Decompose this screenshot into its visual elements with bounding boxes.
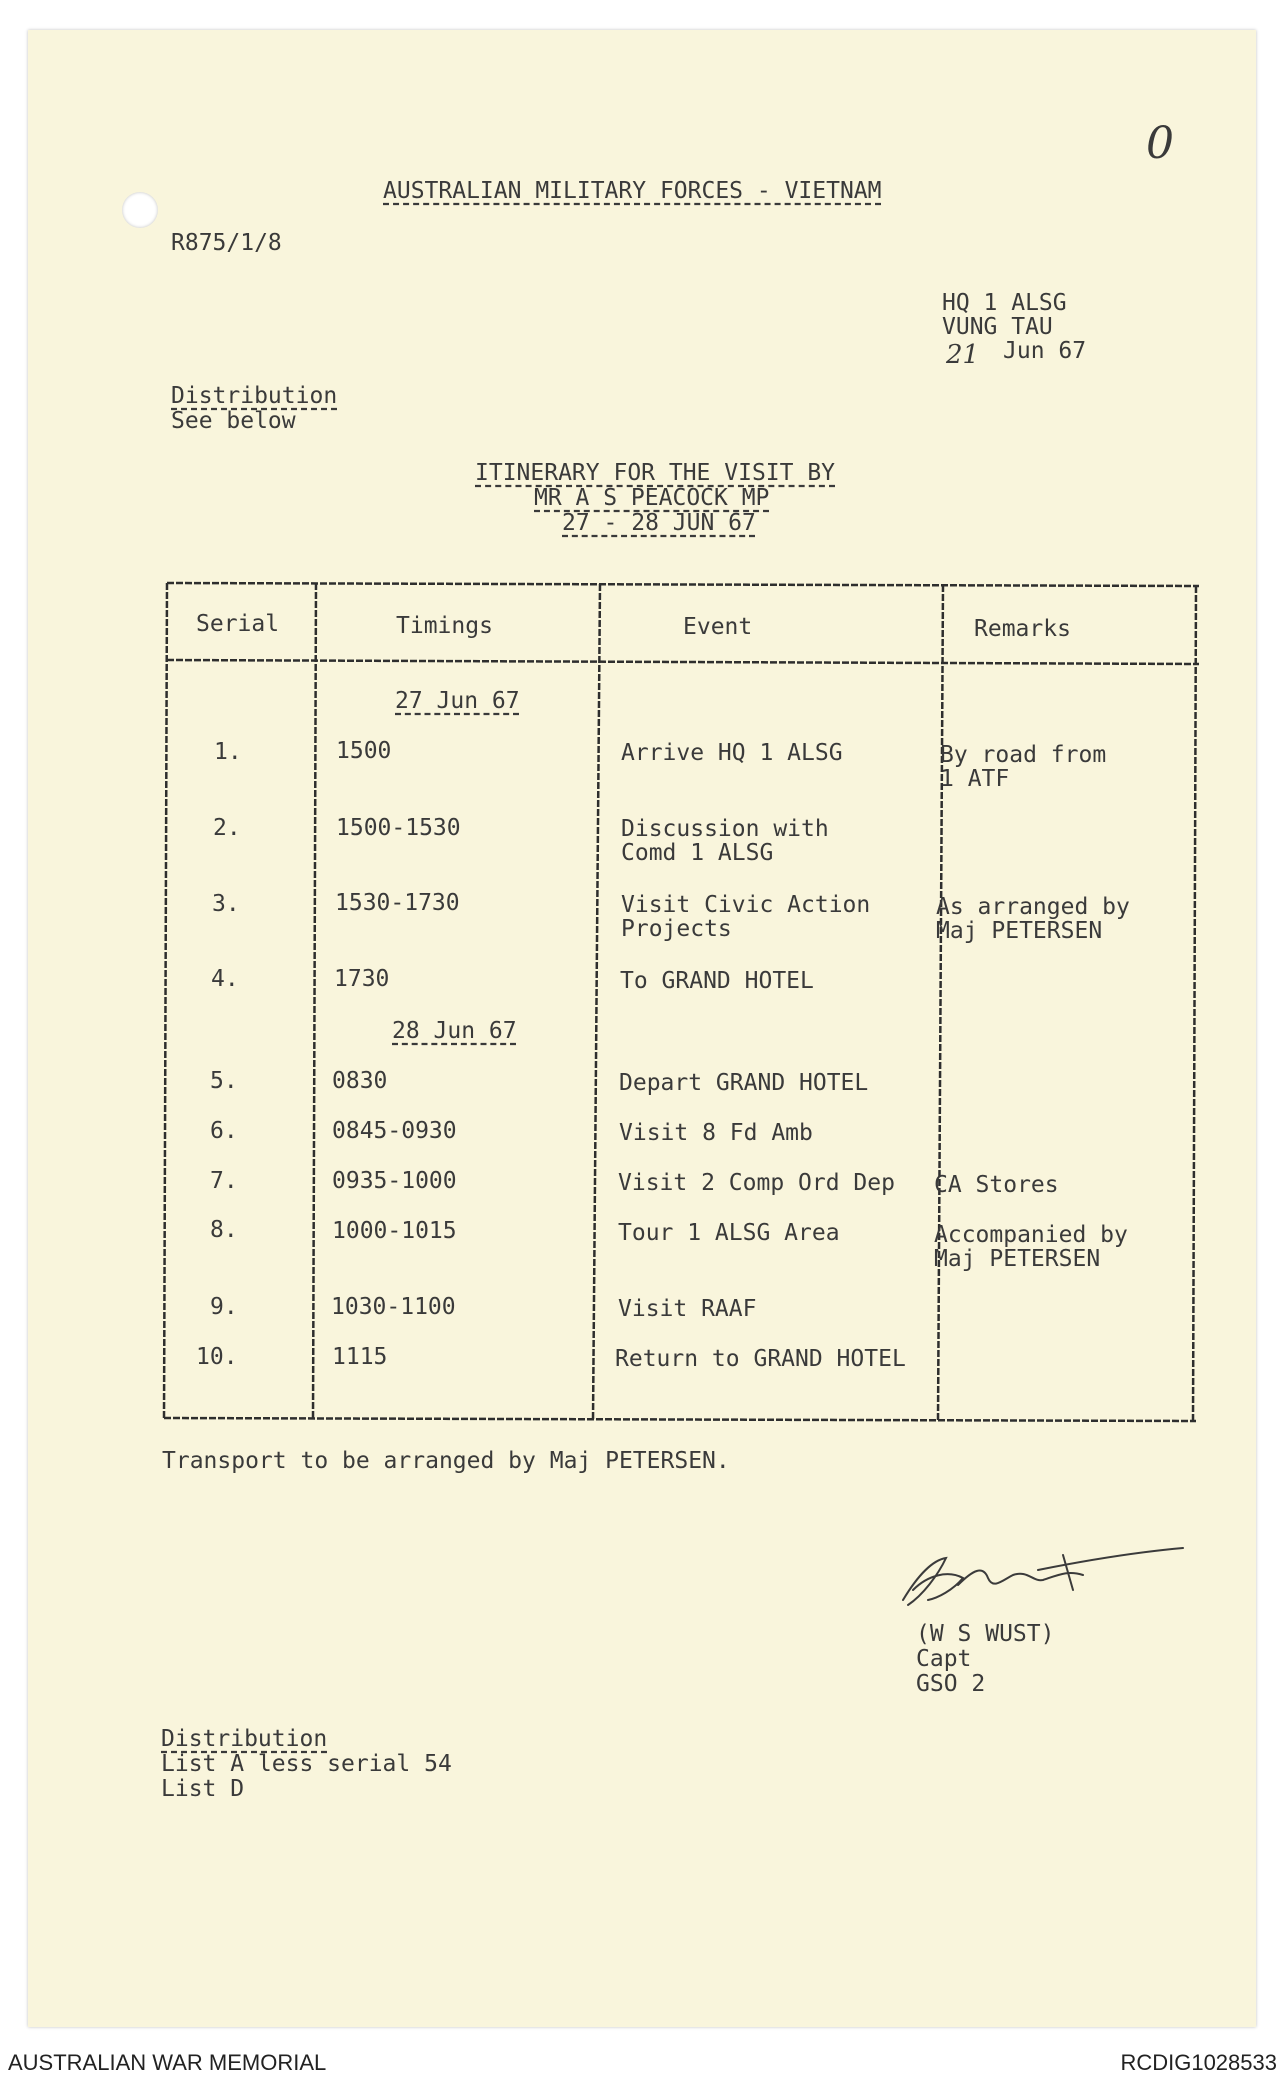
col-header-event: Event: [683, 614, 753, 640]
signatory-appointment: GSO 2: [916, 1671, 986, 1697]
row-2-event-1: Discussion with: [621, 816, 829, 842]
unit-line-2: VUNG TAU: [942, 314, 1053, 340]
row-3-remarks-2: Maj PETERSEN: [936, 918, 1103, 944]
row-10-event: Return to GRAND HOTEL: [615, 1346, 906, 1372]
row-10-timing: 1115: [332, 1344, 388, 1370]
unit-line-1: HQ 1 ALSG: [942, 290, 1067, 316]
row-7-remarks: CA Stores: [934, 1172, 1059, 1198]
row-4-event: To GRAND HOTEL: [620, 968, 814, 994]
row-5-timing: 0830: [332, 1068, 388, 1094]
subject-line-1: ITINERARY FOR THE VISIT BY: [475, 460, 836, 486]
row-8-remarks-1: Accompanied by: [934, 1222, 1128, 1248]
row-7-timing: 0935-1000: [332, 1168, 457, 1194]
row-9-timing: 1030-1100: [331, 1294, 456, 1320]
day-1-heading: 27 Jun 67: [395, 688, 520, 714]
row-2-event-2: Comd 1 ALSG: [621, 840, 774, 866]
row-1-event: Arrive HQ 1 ALSG: [621, 740, 843, 766]
row-9-serial: 9.: [210, 1294, 238, 1320]
col-header-remarks: Remarks: [974, 616, 1071, 642]
footer-id: RCDIG1028533: [1120, 2050, 1277, 2075]
row-7-serial: 7.: [210, 1168, 238, 1194]
row-9-event: Visit RAAF: [618, 1296, 757, 1322]
transport-note: Transport to be arranged by Maj PETERSEN.: [162, 1448, 730, 1474]
document-sheet: [28, 30, 1256, 2027]
row-6-serial: 6.: [210, 1118, 238, 1144]
row-3-serial: 3.: [212, 891, 240, 917]
date-day: 21: [946, 340, 980, 370]
signatory-name: (W S WUST): [916, 1621, 1055, 1647]
row-1-remarks-1: By road from: [940, 742, 1107, 768]
col-header-serial: Serial: [196, 611, 280, 637]
row-8-event: Tour 1 ALSG Area: [618, 1220, 840, 1246]
row-8-serial: 8.: [210, 1217, 238, 1243]
distribution-bottom-line-1: List A less serial 54: [161, 1751, 452, 1777]
subject-line-2: MR A S PEACOCK MP: [534, 485, 770, 511]
page-mark: 0: [1146, 118, 1174, 169]
row-7-event: Visit 2 Comp Ord Dep: [618, 1170, 895, 1196]
row-3-timing: 1530-1730: [335, 890, 460, 916]
day-2-heading: 28 Jun 67: [392, 1018, 517, 1044]
row-8-timing: 1000-1015: [332, 1218, 457, 1244]
row-6-event: Visit 8 Fd Amb: [619, 1120, 813, 1146]
row-6-timing: 0845-0930: [332, 1118, 457, 1144]
col-header-timings: Timings: [396, 613, 493, 639]
row-3-event-1: Visit Civic Action: [621, 892, 871, 918]
row-1-remarks-2: 1 ATF: [940, 766, 1010, 792]
distribution-bottom-line-2: List D: [161, 1776, 245, 1802]
row-2-serial: 2.: [213, 815, 241, 841]
date-rest: Jun 67: [1003, 338, 1087, 364]
row-1-timing: 1500: [336, 738, 392, 764]
row-5-serial: 5.: [210, 1068, 238, 1094]
row-1-serial: 1.: [214, 739, 242, 765]
row-5-event: Depart GRAND HOTEL: [619, 1070, 869, 1096]
distribution-top-note: See below: [171, 408, 296, 434]
footer-source: AUSTRALIAN WAR MEMORIAL: [8, 2050, 327, 2075]
subject-line-3: 27 - 28 JUN 67: [562, 510, 756, 536]
signatory-rank: Capt: [916, 1646, 972, 1672]
row-3-event-2: Projects: [621, 916, 732, 942]
distribution-bottom-heading: Distribution: [161, 1726, 328, 1752]
row-8-remarks-2: Maj PETERSEN: [934, 1246, 1101, 1272]
file-reference: R875/1/8: [171, 230, 282, 256]
document-title: AUSTRALIAN MILITARY FORCES - VIETNAM: [383, 178, 882, 204]
distribution-top-heading: Distribution: [171, 383, 338, 409]
row-4-serial: 4.: [211, 966, 239, 992]
row-10-serial: 10.: [196, 1344, 238, 1370]
row-2-timing: 1500-1530: [336, 815, 461, 841]
row-3-remarks-1: As arranged by: [936, 894, 1130, 920]
row-4-timing: 1730: [334, 966, 390, 992]
